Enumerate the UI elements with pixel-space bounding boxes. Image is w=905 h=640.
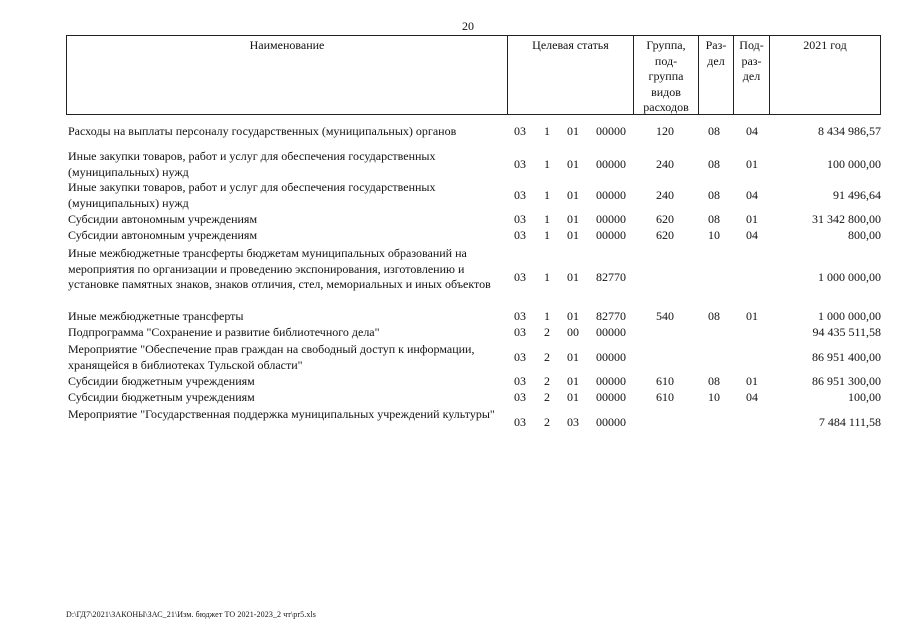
header-group-line: видов: [651, 84, 681, 99]
row-code-subprogram: 1: [544, 124, 550, 138]
row-code-program: 03: [514, 157, 526, 171]
row-name: Иные закупки товаров, работ и услуг для обеспечения государственных (муниципальных) нужд: [68, 149, 436, 179]
row-code-program: 03: [514, 212, 526, 226]
row-subsection: 01: [746, 309, 758, 323]
row-group: 610: [656, 390, 674, 404]
row-section: 10: [708, 228, 720, 242]
row-subsection: 04: [746, 228, 758, 242]
row-name: Иные межбюджетные трансферты бюджетам муниципальных образований на мероприятия по организации и проведению экспонирования, изготовлению и установке памятных знаков, знаков отличия, стел, мемориальных и иных объектов: [68, 246, 491, 291]
row-code-event: 01: [567, 309, 579, 323]
row-code-direction: 00000: [596, 228, 626, 242]
row-code-event: 03: [567, 415, 579, 429]
header-year: [769, 36, 880, 114]
row-group: 610: [656, 374, 674, 388]
row-code-program: 03: [514, 374, 526, 388]
row-code-event: 01: [567, 228, 579, 242]
row-code-event: 01: [567, 350, 579, 364]
row-group: 240: [656, 157, 674, 171]
row-amount: 86 951 300,00: [812, 374, 881, 388]
header-section-line: дел: [707, 53, 725, 68]
header-group: [633, 36, 698, 114]
row-code-subprogram: 1: [544, 228, 550, 242]
row-code-direction: 00000: [596, 350, 626, 364]
row-code-event: 01: [567, 124, 579, 138]
row-code-direction: 00000: [596, 390, 626, 404]
header-name-label: Наименование: [249, 38, 325, 52]
row-group: 120: [656, 124, 674, 138]
header-group-line: группа: [648, 69, 684, 83]
row-amount: 8 434 986,57: [818, 124, 881, 138]
row-code-direction: 00000: [596, 124, 626, 138]
row-name: Иные закупки товаров, работ и услуг для обеспечения государственных (муниципальных) нужд: [68, 180, 436, 210]
row-code-direction: 82770: [596, 270, 626, 284]
row-code-direction: 00000: [596, 188, 626, 202]
header-group-line: расходов: [643, 100, 689, 114]
file-path-footer: D:\ГД7\2021\ЗАКОНЫ\ЗАС_21\Изм. бюджет ТО 2021-2023_2 чт\pr5.xls: [66, 610, 316, 619]
row-code-subprogram: 2: [544, 415, 550, 429]
row-subsection: 04: [746, 124, 758, 138]
row-code-subprogram: 1: [544, 270, 550, 284]
row-group: 620: [656, 228, 674, 242]
row-section: 08: [708, 212, 720, 226]
row-code-event: 01: [567, 390, 579, 404]
header-group-line: под-: [654, 53, 678, 68]
row-code-event: 00: [567, 325, 579, 339]
row-code-subprogram: 2: [544, 325, 550, 339]
row-group: 240: [656, 188, 674, 202]
row-subsection: 01: [746, 212, 758, 226]
row-amount: 1 000 000,00: [818, 270, 881, 284]
row-code-subprogram: 2: [544, 350, 550, 364]
header-year-label: 2021 год: [803, 38, 847, 52]
page-number: 20: [462, 19, 474, 33]
row-name: Подпрограмма "Сохранение и развитие библиотечного дела": [68, 325, 380, 339]
row-code-subprogram: 2: [544, 390, 550, 404]
row-amount: 86 951 400,00: [812, 350, 881, 364]
row-name: Субсидии автономным учреждениям: [68, 228, 258, 242]
row-code-program: 03: [514, 350, 526, 364]
row-subsection: 01: [746, 157, 758, 171]
row-name: Расходы на выплаты персоналу государственных (муниципальных) органов: [68, 124, 457, 138]
row-code-program: 03: [514, 325, 526, 339]
row-amount: 100 000,00: [827, 157, 881, 171]
row-section: 08: [708, 157, 720, 171]
row-group: 620: [656, 212, 674, 226]
header-subsection-line: дел: [742, 69, 761, 83]
row-subsection: 01: [746, 374, 758, 388]
row-code-event: 01: [567, 374, 579, 388]
row-code-direction: 00000: [596, 212, 626, 226]
row-name: Субсидии бюджетным учреждениям: [68, 374, 255, 388]
row-code-direction: 00000: [596, 325, 626, 339]
row-section: 10: [708, 390, 720, 404]
row-code-subprogram: 1: [544, 309, 550, 323]
header-subsection: [733, 36, 769, 114]
row-name: Мероприятие "Обеспечение прав граждан на свободный доступ к информации, хранящейся в библиотеках Тульской области": [68, 342, 475, 372]
row-name: Субсидии автономным учреждениям: [68, 212, 258, 226]
row-code-program: 03: [514, 188, 526, 202]
table-header: [66, 35, 881, 115]
row-code-direction: 82770: [596, 309, 626, 323]
header-target-article-label: Целевая статья: [532, 38, 609, 52]
row-code-subprogram: 1: [544, 157, 550, 171]
header-name: [67, 36, 507, 114]
row-section: 08: [708, 309, 720, 323]
row-amount: 800,00: [848, 228, 881, 242]
row-code-program: 03: [514, 270, 526, 284]
row-subsection: 04: [746, 390, 758, 404]
header-group-line: Группа,: [646, 38, 686, 52]
row-section: 08: [708, 124, 720, 138]
row-code-direction: 00000: [596, 157, 626, 171]
row-code-event: 01: [567, 212, 579, 226]
row-amount: 1 000 000,00: [818, 309, 881, 323]
header-subsection-line: раз-: [741, 53, 762, 68]
header-subsection-line: Под-: [739, 38, 764, 52]
row-code-event: 01: [567, 270, 579, 284]
row-code-event: 01: [567, 157, 579, 171]
row-amount: 94 435 511,58: [812, 325, 881, 339]
header-section: [698, 36, 733, 114]
row-name: Субсидии бюджетным учреждениям: [68, 390, 255, 404]
row-code-program: 03: [514, 228, 526, 242]
row-code-subprogram: 1: [544, 188, 550, 202]
row-code-program: 03: [514, 309, 526, 323]
row-code-direction: 00000: [596, 374, 626, 388]
row-code-program: 03: [514, 124, 526, 138]
header-target-article: [507, 36, 633, 114]
row-code-program: 03: [514, 390, 526, 404]
row-amount: 91 496,64: [833, 188, 881, 202]
row-subsection: 04: [746, 188, 758, 202]
row-name: Мероприятие "Государственная поддержка муниципальных учреждений культуры": [68, 407, 495, 421]
row-code-event: 01: [567, 188, 579, 202]
row-group: 540: [656, 309, 674, 323]
row-name: Иные межбюджетные трансферты: [68, 309, 244, 323]
row-amount: 31 342 800,00: [812, 212, 881, 226]
row-section: 08: [708, 374, 720, 388]
row-code-program: 03: [514, 415, 526, 429]
row-amount: 100,00: [848, 390, 881, 404]
row-amount: 7 484 111,58: [818, 415, 881, 429]
row-section: 08: [708, 188, 720, 202]
row-code-subprogram: 2: [544, 374, 550, 388]
header-section-line: Раз-: [705, 38, 727, 52]
row-code-direction: 00000: [596, 415, 626, 429]
row-code-subprogram: 1: [544, 212, 550, 226]
